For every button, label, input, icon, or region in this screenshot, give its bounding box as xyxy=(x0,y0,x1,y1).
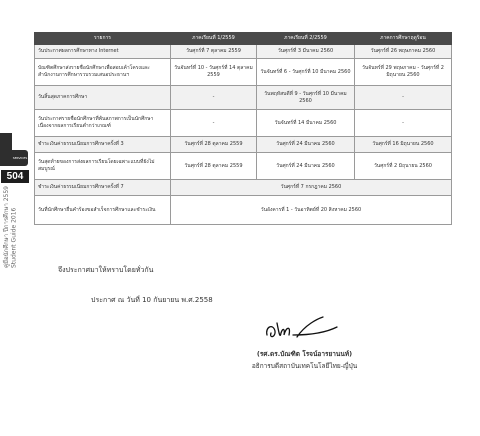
row-cell: วันจันทร์ที่ 6 - วันศุกร์ที่ 10 มีนาคม 2560 xyxy=(257,59,355,86)
row-cell: - xyxy=(171,110,257,137)
running-title xyxy=(3,186,18,268)
header-semester-2: ภาคเรียนที่ 2/2559 xyxy=(257,33,355,45)
row-cell-merged: วันอังคารที่ 1 - วันอาทิตย์ที่ 20 สิงหาคม 2560 xyxy=(171,196,452,225)
row-cell: วันจันทร์ที่ 29 พฤษภาคม - วันศุกร์ที่ 2 มิถุนายน 2560 xyxy=(355,59,452,86)
running-title-english: Student Guide 2016 xyxy=(10,207,18,268)
table-row xyxy=(35,110,452,137)
header-semester-1: ภาคเรียนที่ 1/2559 xyxy=(171,33,257,45)
dateline: ประกาศ ณ วันที่ 10 กันยายน พ.ศ.2558 xyxy=(91,296,213,304)
row-item: ชำระเงินค่าธรรมเนียมการศึกษาครั้งที่ 7 xyxy=(35,180,171,196)
running-title-thai: คู่มือนักศึกษา ปีการศึกษา 2559 xyxy=(3,186,10,268)
row-cell-merged: วันศุกร์ที่ 7 กรกฎาคม 2560 xyxy=(171,180,452,196)
table-row xyxy=(35,45,452,59)
table-row xyxy=(35,180,452,196)
row-cell: วันศุกร์ที่ 3 มีนาคม 2560 xyxy=(257,45,355,59)
row-item: วันที่นักศึกษายื่นคำร้องขอสำเร็จการศึกษาและชำระเงิน xyxy=(35,196,171,225)
row-cell: วันจันทร์ที่ 14 มีนาคม 2560 xyxy=(257,110,355,137)
row-item: วันสิ้นสุดภาคการศึกษา xyxy=(35,86,171,110)
row-cell: วันศุกร์ที่ 7 ตุลาคม 2559 xyxy=(171,45,257,59)
table-row xyxy=(35,86,452,110)
row-cell: วันศุกร์ที่ 28 ตุลาคม 2559 xyxy=(171,153,257,180)
academic-calendar-table xyxy=(34,32,452,225)
row-cell: วันศุกร์ที่ 24 มีนาคม 2560 xyxy=(257,153,355,180)
header-item: รายการ xyxy=(35,33,171,45)
signer-title: อธิการบดีสถาบันเทคโนโลยีไทย-ญี่ปุ่น xyxy=(251,362,358,370)
table-row xyxy=(35,59,452,86)
row-cell: - xyxy=(171,86,257,110)
row-cell: - xyxy=(355,86,452,110)
row-cell: วันศุกร์ที่ 28 ตุลาคม 2559 xyxy=(171,137,257,153)
table-row xyxy=(35,153,452,180)
row-item: วันสุดท้ายของการส่งผลการเรียนโดยเฉพาะแบบที่ยังไม่สมบูรณ์ xyxy=(35,153,171,180)
row-item: วันประกาศผลการศึกษาทาง Internet xyxy=(35,45,171,59)
row-item: บัณฑิตศึกษาส่งรายชื่อนักศึกษาเพื่อสอบเค้าโครงและสำนักงานการศึกษารวบรวมเสนอประธานฯ xyxy=(35,59,171,86)
row-cell: วันศุกร์ที่ 26 พฤษภาคม 2560 xyxy=(355,45,452,59)
row-cell: วันพฤหัสบดีที่ 9 - วันศุกร์ที่ 10 มีนาคม 2560 xyxy=(257,86,355,110)
announcement-text: จึงประกาศมาให้ทราบโดยทั่วกัน xyxy=(58,266,154,274)
table-row xyxy=(35,137,452,153)
page-number: 504 xyxy=(1,170,29,183)
row-cell: วันจันทร์ที่ 10 - วันศุกร์ที่ 14 ตุลาคม 2559 xyxy=(171,59,257,86)
row-cell: วันศุกร์ที่ 2 มิถุนายน 2560 xyxy=(355,153,452,180)
signature xyxy=(253,313,345,345)
row-cell: วันศุกร์ที่ 24 มีนาคม 2560 xyxy=(257,137,355,153)
row-item: ชำระเงินค่าธรรมเนียมการศึกษาครั้งที่ 3 xyxy=(35,137,171,153)
header-summer: ภาคการศึกษาฤดูร้อน xyxy=(355,33,452,45)
side-bar xyxy=(0,133,12,166)
section-tab: SERVICES xyxy=(12,150,28,166)
signer-name: (รศ.ดร.บัณฑิต โรจน์อารยานนท์) xyxy=(256,350,353,358)
row-item: วันประกาศรายชื่อนักศึกษาที่พ้นสภาพการเป็นนักศึกษา เนื่องจากผลการเรียนต่ำกว่าเกณฑ์ xyxy=(35,110,171,137)
table-row xyxy=(35,196,452,225)
row-cell: วันศุกร์ที่ 16 มิถุนายน 2560 xyxy=(355,137,452,153)
table-header-row xyxy=(35,33,452,45)
row-cell: - xyxy=(355,110,452,137)
